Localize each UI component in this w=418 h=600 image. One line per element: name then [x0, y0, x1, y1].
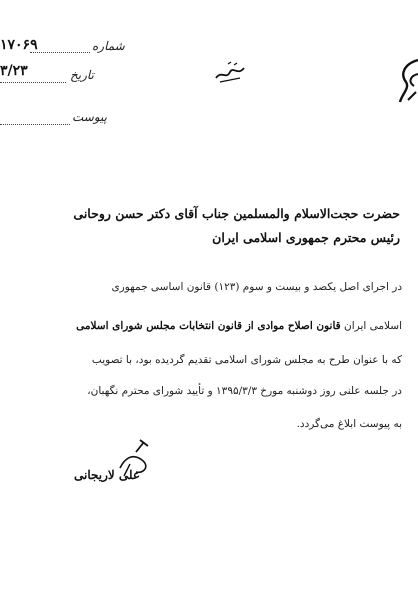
letter-date-label: تاریخ [70, 68, 94, 82]
addressee-line-1: حضرت حجت‌الاسلام والمسلمین جناب آقای دکتر حسن روحانی [73, 206, 400, 221]
law-title: قانون اصلاح موادی از قانون انتخابات مجلس شورای اسلامی [76, 320, 341, 332]
body-line-2 [76, 320, 402, 332]
letter-date-value: ۳/۲۳ [0, 63, 28, 79]
letterhead-emblem [396, 56, 418, 106]
body-line-5: به پیوست ابلاغ می‌گردد. [296, 418, 402, 430]
letter-attachment-label: پیوست [72, 110, 107, 124]
date-dotted-line [0, 82, 66, 83]
addressee-line-2: رئیس محترم جمهوری اسلامی ایران [212, 230, 400, 245]
body-line-2-prefix: اسلامی ایران [344, 320, 402, 332]
signatory-name: علی لاریجانی [74, 468, 141, 482]
number-dotted-line [30, 52, 90, 53]
body-line-3: که با عنوان طرح به مجلس شورای اسلامی تقدیم گردیده بود، با تصویب [91, 354, 402, 366]
letter-number-label: شماره [92, 39, 125, 53]
body-line-1: در اجرای اصل یکصد و بیست و سوم (۱۲۳) قانون اساسی جمهوری [111, 281, 402, 293]
attachment-dotted-line [0, 124, 70, 125]
letter-number-value: ۱۷۰۶۹ [0, 37, 38, 53]
body-line-4: در جلسه علنی روز دوشنبه مورخ ۱۳۹۵/۳/۳ و تأیید شورای محترم نگهبان، [87, 385, 402, 397]
calligraphy-mark [214, 60, 248, 86]
